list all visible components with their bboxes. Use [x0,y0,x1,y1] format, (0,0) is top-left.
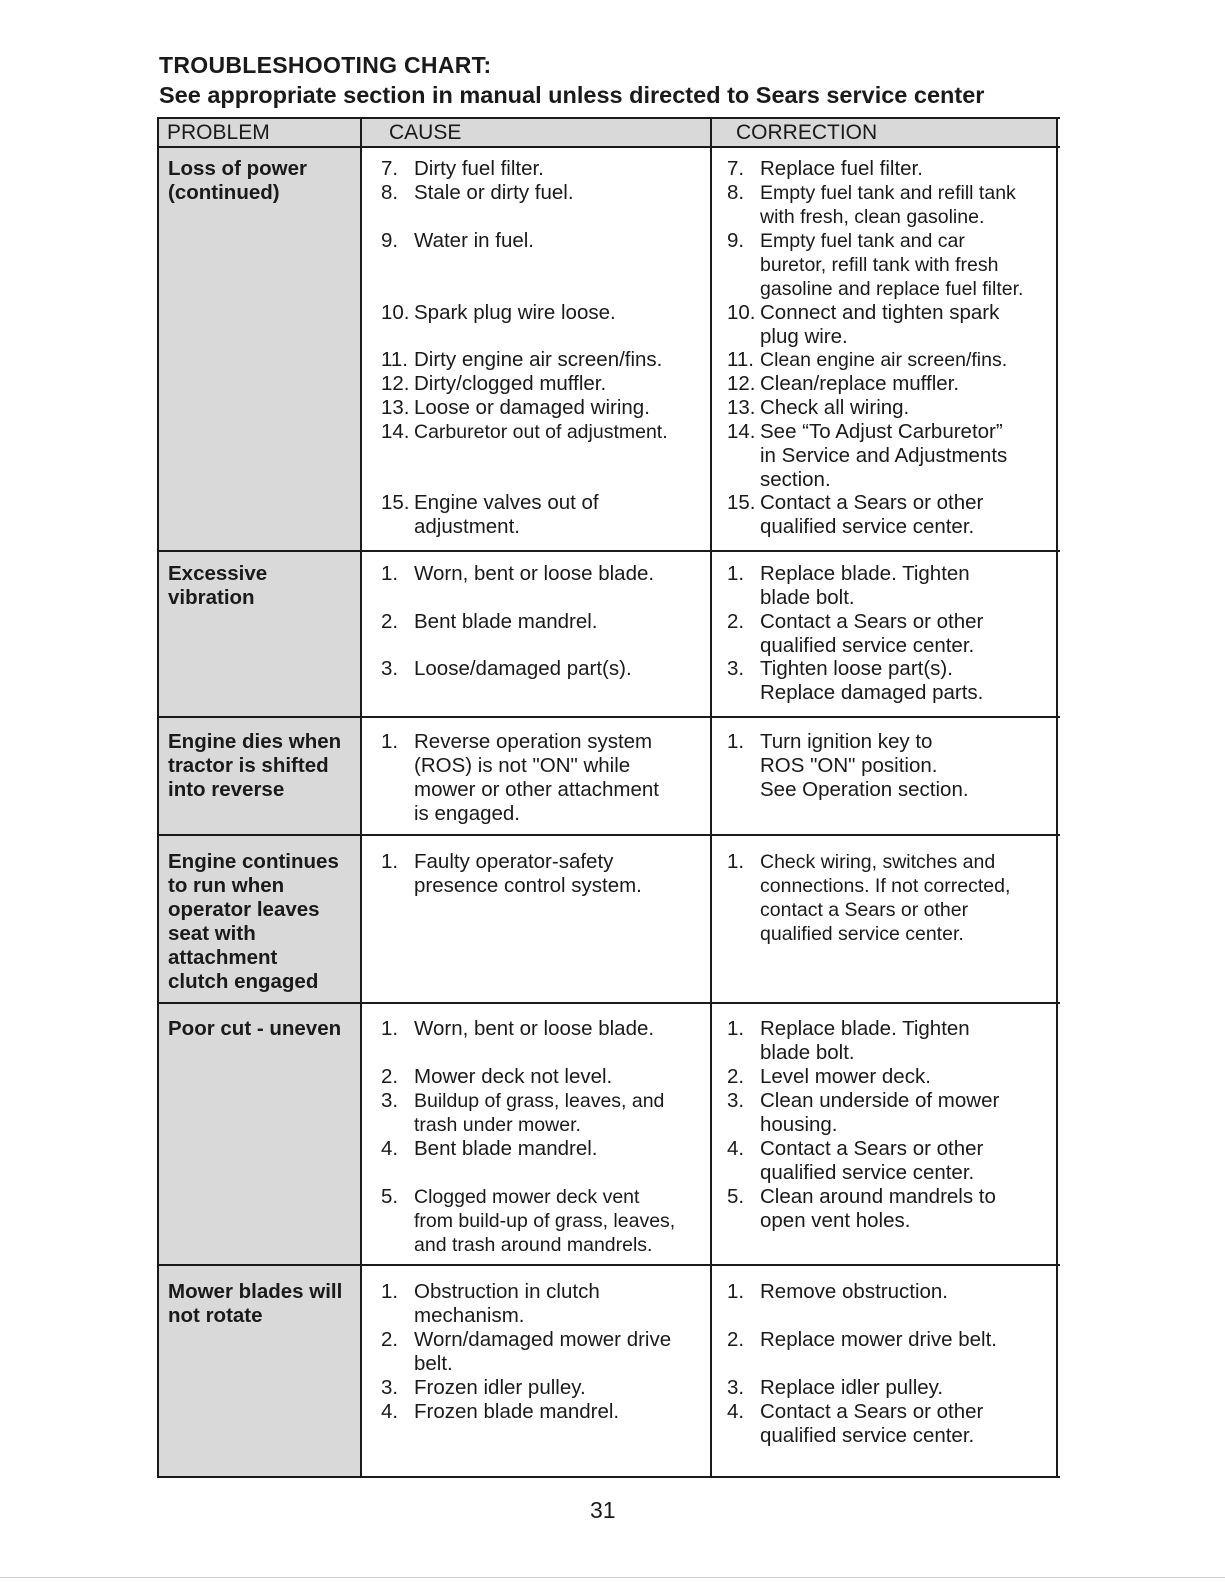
header-correction: CORRECTION [736,121,878,144]
item-number: 1. [727,1017,745,1040]
item-number: 1. [727,1280,745,1303]
item-text: Worn/damaged mower drive belt. [414,1328,672,1375]
item-text: Frozen idler pulley. [414,1376,586,1399]
item-text: Dirty/clogged muffler. [414,372,607,395]
item-number: 1. [381,730,399,753]
item-number: 3. [727,1089,745,1112]
item-number: 2. [727,1328,745,1351]
item-text: Empty fuel tank and car buretor, refill tank with fresh gasoline and replace fuel filter. [760,230,1024,300]
item-text: Tighten loose part(s). Replace damaged parts. [760,657,984,704]
item-number: 2. [381,1328,399,1351]
item-text: Dirty fuel filter. [414,157,544,180]
item-number: 1. [381,1017,399,1040]
column-divider-cause-correction [710,117,712,1478]
item-text: Level mower deck. [760,1065,931,1088]
item-number: 5. [381,1185,399,1208]
item-number: 4. [381,1400,399,1423]
item-text: Faulty operator-safety presence control system. [414,850,642,897]
item-number: 4. [727,1137,745,1160]
item-text: Mower deck not level. [414,1065,613,1088]
item-text: Connect and tighten spark plug wire. [760,301,1000,348]
item-text: Loose/damaged part(s). [414,657,632,680]
problem-label: Mower blades will not rotate [168,1280,343,1327]
item-number: 14. [381,420,410,443]
problem-label: Engine continues to run when operator leaves seat with attachment clutch engaged [168,850,339,993]
header-cause: CAUSE [389,121,462,144]
item-text: Empty fuel tank and refill tank with fresh, clean gasoline. [760,182,1016,228]
item-number: 1. [727,562,745,585]
item-number: 5. [727,1185,745,1208]
item-number: 3. [381,657,399,680]
item-number: 3. [727,657,745,680]
item-text: Worn, bent or loose blade. [414,562,655,585]
item-text: Stale or dirty fuel. [414,181,574,204]
item-number: 1. [727,850,745,873]
item-text: Frozen blade mandrel. [414,1400,620,1423]
item-number: 15. [727,491,756,514]
item-text: Carburetor out of adjustment. [414,421,668,443]
item-text: Contact a Sears or other qualified service center. [760,491,984,538]
page-number: 31 [590,1497,616,1523]
item-text: Clean around mandrels to open vent holes. [760,1185,996,1232]
item-number: 8. [381,181,399,204]
table-right-border [1056,117,1058,1478]
item-number: 10. [381,301,410,324]
table-top-border [157,117,1060,119]
item-text: Spark plug wire loose. [414,301,616,324]
column-divider-problem-cause [360,117,362,1478]
item-text: Replace fuel filter. [760,157,923,180]
row-divider [157,550,1060,552]
item-number: 11. [727,348,754,371]
item-text: Contact a Sears or other qualified service center. [760,1400,984,1447]
item-text: Turn ignition key to ROS "ON" position. See Operation section. [760,730,969,801]
item-number: 7. [381,157,399,180]
header-bottom-border [157,146,1060,148]
table-bottom-border [157,1476,1060,1478]
item-number: 10. [727,301,756,324]
item-number: 2. [381,1065,399,1088]
item-text: Reverse operation system (ROS) is not "ON" while mower or other attachment is engaged. [414,730,659,825]
item-number: 3. [381,1376,399,1399]
item-text: Buildup of grass, leaves, and trash under mower. [414,1090,665,1136]
item-text: Check wiring, switches and connections. If not corrected, contact a Sears or other qualified service center. [760,851,1011,945]
item-number: 15. [381,491,410,514]
item-text: Replace mower drive belt. [760,1328,997,1351]
item-text: Dirty engine air screen/fins. [414,348,663,371]
item-text: Contact a Sears or other qualified service center. [760,610,984,657]
item-number: 1. [381,850,399,873]
scan-edge-line [0,1577,1225,1578]
item-number: 2. [727,610,745,633]
item-text: Remove obstruction. [760,1280,949,1303]
item-number: 1. [381,562,399,585]
item-number: 3. [381,1089,399,1112]
item-text: Obstruction in clutch mechanism. [414,1280,600,1327]
chart-title: TROUBLESHOOTING CHART: [159,52,492,78]
item-text: Replace idler pulley. [760,1376,944,1399]
header-row-background [157,117,1058,147]
item-number: 1. [381,1280,399,1303]
item-text: Water in fuel. [414,229,535,252]
item-text: Engine valves out of adjustment. [414,491,599,538]
item-number: 3. [727,1376,745,1399]
item-text: Clean engine air screen/fins. [760,349,1008,371]
item-number: 14. [727,420,756,443]
row-divider [157,834,1060,836]
header-problem: PROBLEM [167,121,270,144]
table-left-border [157,117,159,1478]
item-text: Loose or damaged wiring. [414,396,650,419]
item-text: Check all wiring. [760,396,910,419]
problem-label: Loss of power (continued) [168,157,307,204]
row-divider [157,1264,1060,1266]
problem-label: Engine dies when tractor is shifted into reverse [168,730,342,801]
problem-label: Excessive vibration [168,562,268,609]
row-divider [157,1002,1060,1004]
row-divider [157,716,1060,718]
item-number: 13. [727,396,756,419]
item-text: Clogged mower deck vent from build-up of grass, leaves, and trash around mandrels. [414,1186,676,1256]
item-number: 12. [727,372,756,395]
problem-column-background [157,147,362,1478]
item-number: 2. [381,610,399,633]
item-number: 4. [727,1400,745,1423]
item-text: Clean underside of mower housing. [760,1089,1000,1136]
item-number: 13. [381,396,410,419]
item-text: Worn, bent or loose blade. [414,1017,655,1040]
item-text: Bent blade mandrel. [414,610,598,633]
item-number: 12. [381,372,410,395]
item-number: 9. [381,229,399,252]
item-text: See “To Adjust Carburetor” in Service and Adjustments section. [760,420,1008,491]
item-text: Contact a Sears or other qualified service center. [760,1137,984,1184]
item-number: 9. [727,229,745,252]
item-number: 1. [727,730,745,753]
chart-subtitle: See appropriate section in manual unless directed to Sears service center [159,82,985,108]
item-text: Bent blade mandrel. [414,1137,598,1160]
item-number: 7. [727,157,745,180]
item-number: 8. [727,181,745,204]
item-text: Replace blade. Tighten blade bolt. [760,1017,970,1064]
item-number: 11. [381,348,408,371]
item-number: 2. [727,1065,745,1088]
problem-label: Poor cut - uneven [168,1017,342,1040]
item-text: Replace blade. Tighten blade bolt. [760,562,970,609]
item-number: 4. [381,1137,399,1160]
item-text: Clean/replace muffler. [760,372,960,395]
